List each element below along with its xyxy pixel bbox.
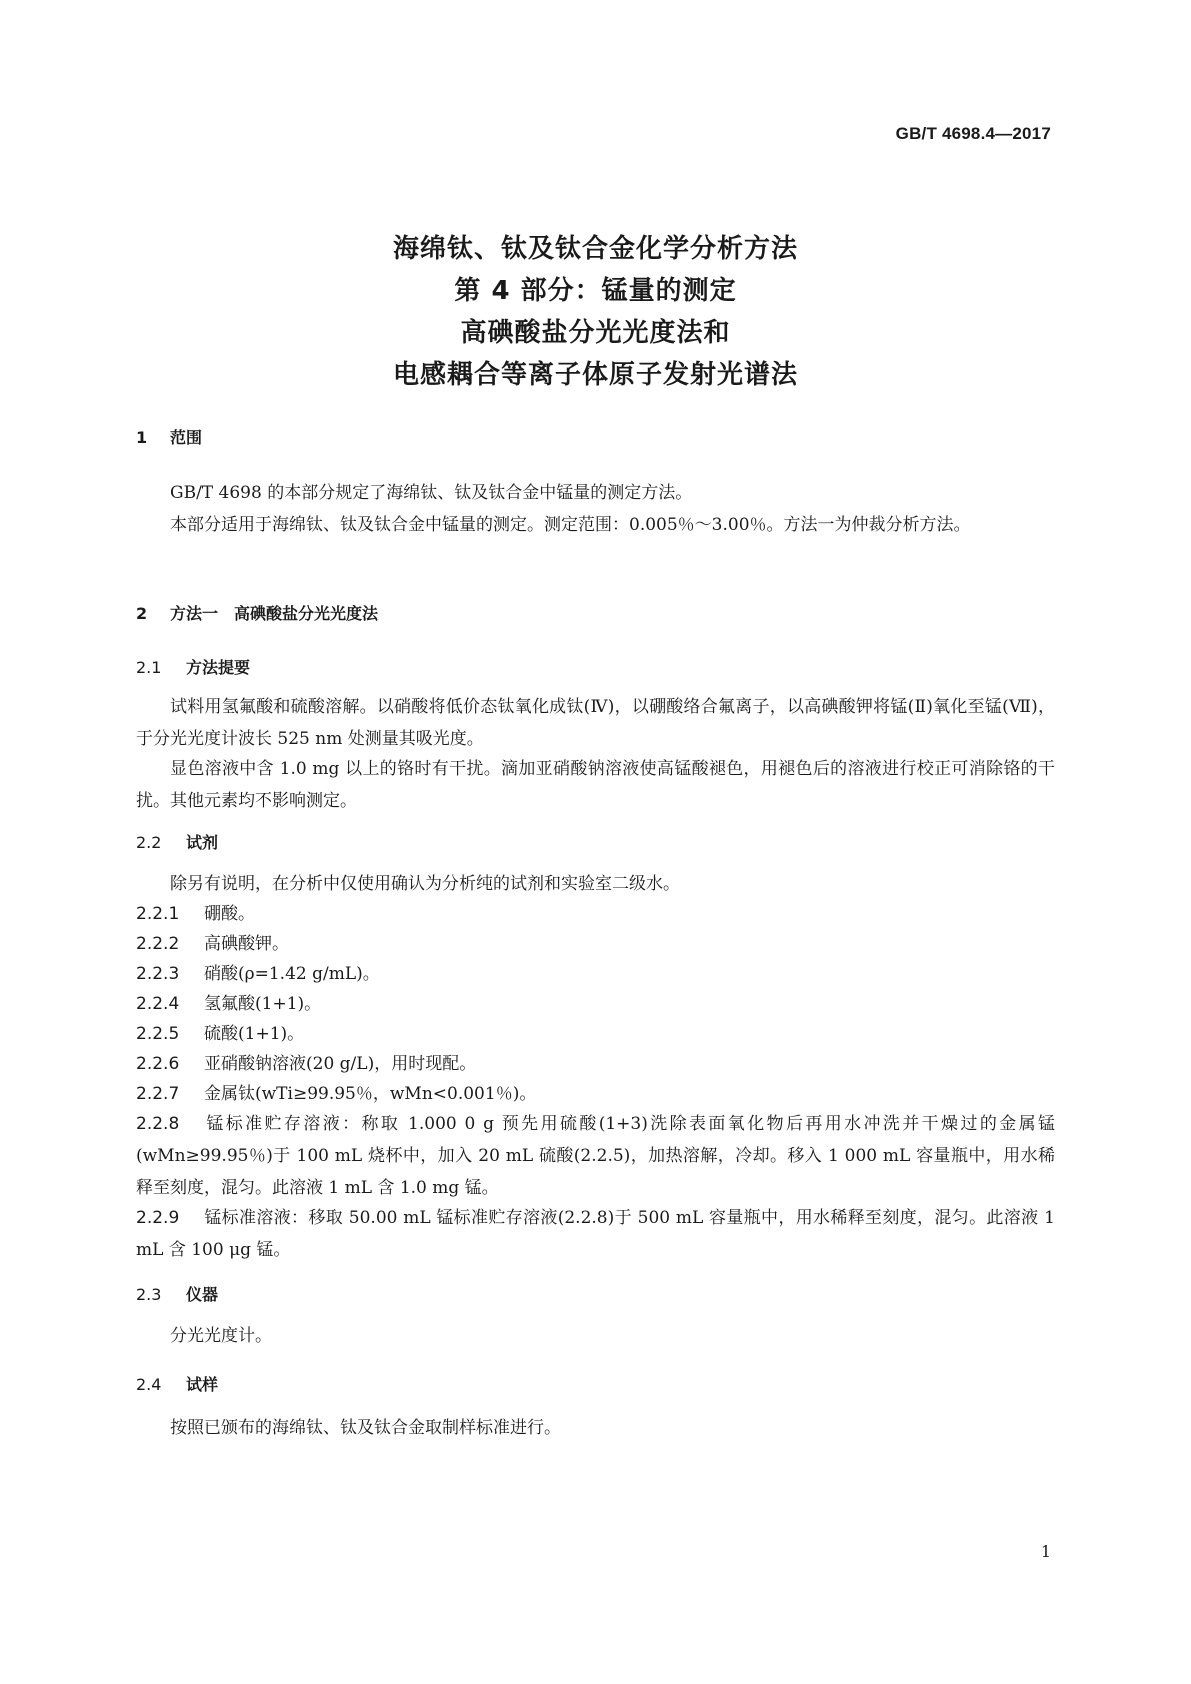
subsection-label: 方法提要 [186, 658, 251, 677]
subsection-2-1-paragraph-2: 显色溶液中含 1.0 mg 以上的铬时有干扰。滴加亚硝酸钠溶液使高锰酸褪色，用褪色后的溶液进行校正可消除铬的干扰。其他元素均不影响测定。 [136, 759, 1055, 811]
subsection-2-1-heading [136, 655, 250, 678]
reagent-item [136, 1018, 1055, 1050]
title-line-2: 第 4 部分：锰量的测定 [454, 276, 737, 306]
subsection-2-3-paragraph: 分光光度计。 [170, 1326, 272, 1346]
item-text: 硝酸(ρ=1.42 g/mL)。 [204, 964, 380, 984]
item-number: 2.2.9 [136, 1208, 180, 1228]
subsection-number: 2.3 [136, 1285, 162, 1304]
page-number: 1 [1040, 1542, 1051, 1561]
reagent-item [136, 988, 1055, 1020]
title-line-3: 高碘酸盐分光光度法和 [460, 318, 731, 348]
reagent-item [136, 1078, 1055, 1110]
item-number: 2.2.3 [136, 964, 180, 984]
item-text: 硫酸(1+1)。 [204, 1024, 305, 1044]
subsection-number: 2.2 [136, 833, 162, 852]
subsection-2-4-paragraph: 按照已颁布的海绵钛、钛及钛合金取制样标准进行。 [170, 1418, 561, 1438]
reagent-item [136, 898, 1055, 930]
subsection-label: 试剂 [186, 833, 219, 852]
document-title [0, 228, 1191, 396]
item-text: 锰标准贮存溶液：称取 1.000 0 g 预先用硫酸(1+3)洗除表面氧化物后再用水冲洗并干燥过的金属锰(wMn≥99.95％)于 100 mL 烧杯中，加入 20 mL 硫酸(2.2.5)，加热溶解，冷却。移入 1 000 mL 容量瓶中，用水稀释至刻度，混匀。此溶液 1 mL 含 1.0 mg 锰。 [136, 1114, 1055, 1198]
item-text: 氢氟酸(1+1)。 [204, 994, 322, 1014]
subsection-number: 2.4 [136, 1375, 162, 1394]
reagent-item [136, 928, 1055, 960]
section-number: 1 [136, 428, 148, 447]
subsection-label: 试样 [186, 1375, 219, 1394]
section-number: 2 [136, 604, 148, 623]
section-2-heading [136, 601, 378, 624]
title-line-1: 海绵钛、钛及钛合金化学分析方法 [392, 234, 798, 264]
item-number: 2.2.7 [136, 1084, 180, 1104]
subsection-label: 仪器 [186, 1285, 219, 1304]
item-number: 2.2.1 [136, 904, 180, 924]
item-number: 2.2.6 [136, 1054, 180, 1074]
reagent-item [136, 1108, 1055, 1204]
reagent-item [136, 1048, 1055, 1080]
title-line-4: 电感耦合等离子体原子发射光谱法 [392, 360, 798, 390]
subsection-2-2-heading [136, 830, 218, 853]
item-text: 锰标准溶液：移取 50.00 mL 锰标准贮存溶液(2.2.8)于 500 mL 容量瓶中，用水稀释至刻度，混匀。此溶液 1 mL 含 100 μg 锰。 [136, 1208, 1055, 1260]
section-1-heading [136, 425, 202, 448]
subsection-2-3-heading [136, 1282, 218, 1305]
section-1-paragraph-2: 本部分适用于海绵钛、钛及钛合金中锰量的测定。测定范围：0.005％～3.00％。方法一为仲裁分析方法。 [170, 515, 971, 535]
section-1-paragraph-1: GB/T 4698 的本部分规定了海绵钛、钛及钛合金中锰量的测定方法。 [170, 483, 693, 503]
reagent-item [136, 958, 1055, 990]
item-number: 2.2.4 [136, 994, 180, 1014]
item-text: 硼酸。 [204, 904, 255, 924]
section-label: 方法一 高碘酸盐分光光度法 [170, 604, 379, 623]
standard-number: GB/T 4698.4—2017 [895, 124, 1051, 143]
subsection-2-1-paragraph-1: 试料用氢氟酸和硫酸溶解。以硝酸将低价态钛氧化成钛(Ⅳ)，以硼酸络合氟离子，以高碘酸钾将锰(Ⅱ)氧化至锰(Ⅶ)，于分光光度计波长 525 nm 处测量其吸光度。 [136, 697, 1055, 749]
reagent-item [136, 1202, 1055, 1266]
item-number: 2.2.2 [136, 934, 180, 954]
item-text: 高碘酸钾。 [204, 934, 289, 954]
subsection-number: 2.1 [136, 658, 162, 677]
section-label: 范围 [170, 428, 203, 447]
item-text: 金属钛(wTi≥99.95％，wMn<0.001％)。 [204, 1084, 537, 1104]
subsection-2-2-intro: 除另有说明，在分析中仅使用确认为分析纯的试剂和实验室二级水。 [170, 874, 680, 894]
item-number: 2.2.8 [136, 1114, 180, 1134]
item-text: 亚硝酸钠溶液(20 g/L)，用时现配。 [204, 1054, 477, 1074]
item-number: 2.2.5 [136, 1024, 180, 1044]
subsection-2-4-heading [136, 1372, 218, 1395]
